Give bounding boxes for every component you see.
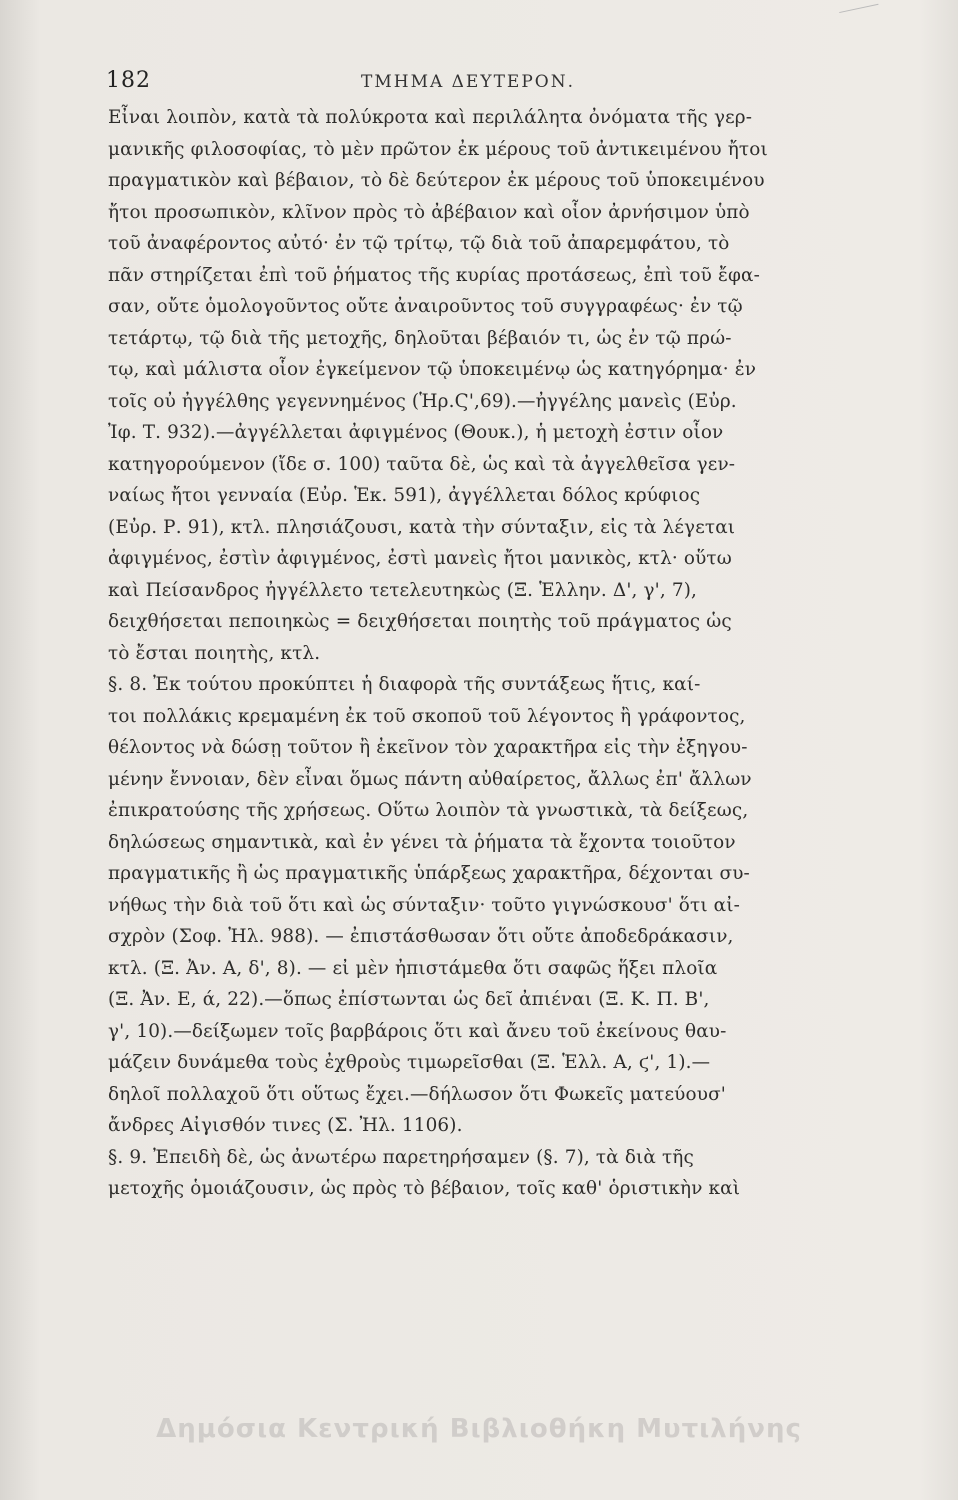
text-line: τοῦ ἀναφέροντος αὐτό· ἐν τῷ τρίτῳ, τῷ διὰ τοῦ ἀπαρεμφάτου, τὸ — [108, 233, 730, 254]
text-line: νήθως τὴν διὰ τοῦ ὅτι καὶ ὡς σύνταξιν· τοῦτο γιγνώσκουσ' ὅτι αἰ- — [108, 894, 740, 916]
text-line: ἄνδρες Αἰγισθόν τινες (Σ. Ἠλ. 1106). — [108, 1115, 463, 1136]
text-line: θέλοντος νὰ δώσῃ τοῦτον ἢ ἐκεῖνον τὸν χαρακτῆρα εἰς τὴν ἐξηγου- — [108, 737, 748, 758]
text-line: ἤτοι προσωπικὸν, κλῖνον πρὸς τὸ ἀβέβαιον καὶ οἷον ἀρνήσιμον ὑπὸ — [108, 201, 750, 223]
text-line: μανικῆς φιλοσοφίας, τὸ μὲν πρῶτον ἐκ μέρους τοῦ ἀντικειμένου ἤτοι — [108, 138, 768, 160]
text-line: (Ξ. Ἀν. Ε, ά, 22).—ὅπως ἐπίστωνται ὡς δεῖ ἀπιέναι (Ξ. Κ. Π. Β', — [108, 989, 710, 1010]
text-line: σχρὸν (Σοφ. Ἠλ. 988). — ἐπιστάσθωσαν ὅτι οὔτε ἀποδεδράκασιν, — [108, 926, 734, 947]
text-line: καὶ Πείσανδρος ἠγγέλλετο τετελευτηκὼς (Ξ. Ἑλλην. Δ', γ', 7), — [108, 579, 698, 601]
text-line: μάζειν δυνάμεθα τοὺς ἐχθροὺς τιμωρεῖσθαι (Ξ. Ἑλλ. Α, ϛ', 1).— — [108, 1052, 711, 1073]
text-line: ἐπικρατούσης τῆς χρήσεως. Οὕτω λοιπὸν τὰ γνωστικὰ, τὰ δείξεως, — [108, 800, 749, 821]
text-line: μένην ἔννοιαν, δὲν εἶναι ὅμως πάντη αὐθαίρετος, ἄλλως ἐπ' ἄλλων — [108, 768, 752, 790]
text-line: δειχθήσεται πεποιηκὼς = δειχθήσεται ποιητὴς τοῦ πράγματος ὡς — [108, 611, 732, 632]
text-line: τὸ ἔσται ποιητὴς, κτλ. — [108, 642, 321, 664]
text-line: τοῖς οὐ ἠγγέλθης γεγεννημένος (Ἡρ.Ϛ',69).—ἠγγέλης μανεὶς (Εὐρ. — [108, 390, 737, 412]
text-line: δηλώσεως σημαντικὰ, καὶ ἐν γένει τὰ ῥήματα τὰ ἔχοντα τοιοῦτον — [108, 831, 736, 853]
text-line: γ', 10).—δείξωμεν τοῖς βαρβάροις ὅτι καὶ ἄνευ τοῦ ἐκείνους θαυ- — [108, 1020, 727, 1042]
text-line: τῳ, καὶ μάλιστα οἷον ἐγκείμενον τῷ ὑποκειμένῳ ὡς κατηγόρημα· ἐν — [108, 359, 757, 380]
text-line: δηλοῖ πολλαχοῦ ὅτι οὕτως ἔχει.—δήλωσον ὅτι Φωκεῖς ματεύουσ' — [108, 1083, 726, 1105]
text-line: πραγματικὸν καὶ βέβαιον, τὸ δὲ δεύτερον ἐκ μέρους τοῦ ὑποκειμένου — [108, 170, 765, 191]
library-watermark: Δημόσια Κεντρική Βιβλιοθήκη Μυτιλήνης — [156, 1414, 802, 1444]
text-line: Ἰφ. Τ. 932).—ἀγγέλλεται ἀφιγμένος (Θουκ.), ἡ μετοχὴ ἐστιν οἷον — [108, 422, 724, 443]
text-line: §. 9. Ἐπειδὴ δὲ, ὡς ἀνωτέρω παρετηρήσαμεν (§. 7), τὰ διὰ τῆς — [108, 1146, 694, 1168]
text-line: §. 8. Ἐκ τούτου προκύπτει ἡ διαφορὰ τῆς συντάξεως ἥτις, καί- — [108, 674, 701, 695]
page-header — [106, 68, 866, 104]
text-line: τετάρτῳ, τῷ διὰ τῆς μετοχῆς, δηλοῦται βέβαιόν τι, ὡς ἐν τῷ πρώ- — [108, 327, 732, 349]
text-line: πᾶν στηρίζεται ἐπὶ τοῦ ῥήματος τῆς κυρίας προτάσεως, ἐπὶ τοῦ ἔφα- — [108, 264, 760, 286]
text-line: κτλ. (Ξ. Ἀν. Α, δ', 8). — εἰ μὲν ἠπιστάμεθα ὅτι σαφῶς ἥξει πλοῖα — [108, 957, 718, 979]
page-corner-mark — [838, 0, 879, 13]
text-line: ἀφιγμένος, ἐστὶν ἀφιγμένος, ἐστὶ μανεὶς ἤτοι μανικὸς, κτλ· οὕτω — [108, 548, 732, 569]
running-title: ΤΜΗΜΑ ΔΕΥΤΕΡΟΝ. — [361, 72, 575, 92]
body-text — [108, 102, 868, 1205]
text-line: κατηγορούμενον (ἴδε σ. 100) ταῦτα δὲ, ὡς καὶ τὰ ἀγγελθεῖσα γεν- — [108, 453, 736, 475]
text-line: (Εὐρ. Ρ. 91), κτλ. πλησιάζουσι, κατὰ τὴν σύνταξιν, εἰς τὰ λέγεται — [108, 516, 736, 538]
text-line: ναίως ἤτοι γενναία (Εὐρ. Ἑκ. 591), ἀγγέλλεται δόλος κρύφιος — [108, 485, 701, 506]
text-line: σαν, οὔτε ὁμολογοῦντος οὔτε ἀναιροῦντος τοῦ συγγραφέως· ἐν τῷ — [108, 296, 743, 317]
text-line: Εἶναι λοιπὸν, κατὰ τὰ πολύκροτα καὶ περιλάλητα ὀνόματα τῆς γερ- — [108, 107, 753, 128]
text-line: τοι πολλάκις κρεμαμένη ἐκ τοῦ σκοποῦ τοῦ λέγοντος ἢ γράφοντος, — [108, 705, 746, 727]
text-line: μετοχῆς ὁμοιάζουσιν, ὡς πρὸς τὸ βέβαιον, τοῖς καθ' ὁριστικὴν καὶ — [108, 1178, 741, 1199]
page-number: 182 — [106, 68, 151, 93]
text-line: πραγματικῆς ἢ ὡς πραγματικῆς ὑπάρξεως χαρακτῆρα, δέχονται συ- — [108, 863, 750, 884]
